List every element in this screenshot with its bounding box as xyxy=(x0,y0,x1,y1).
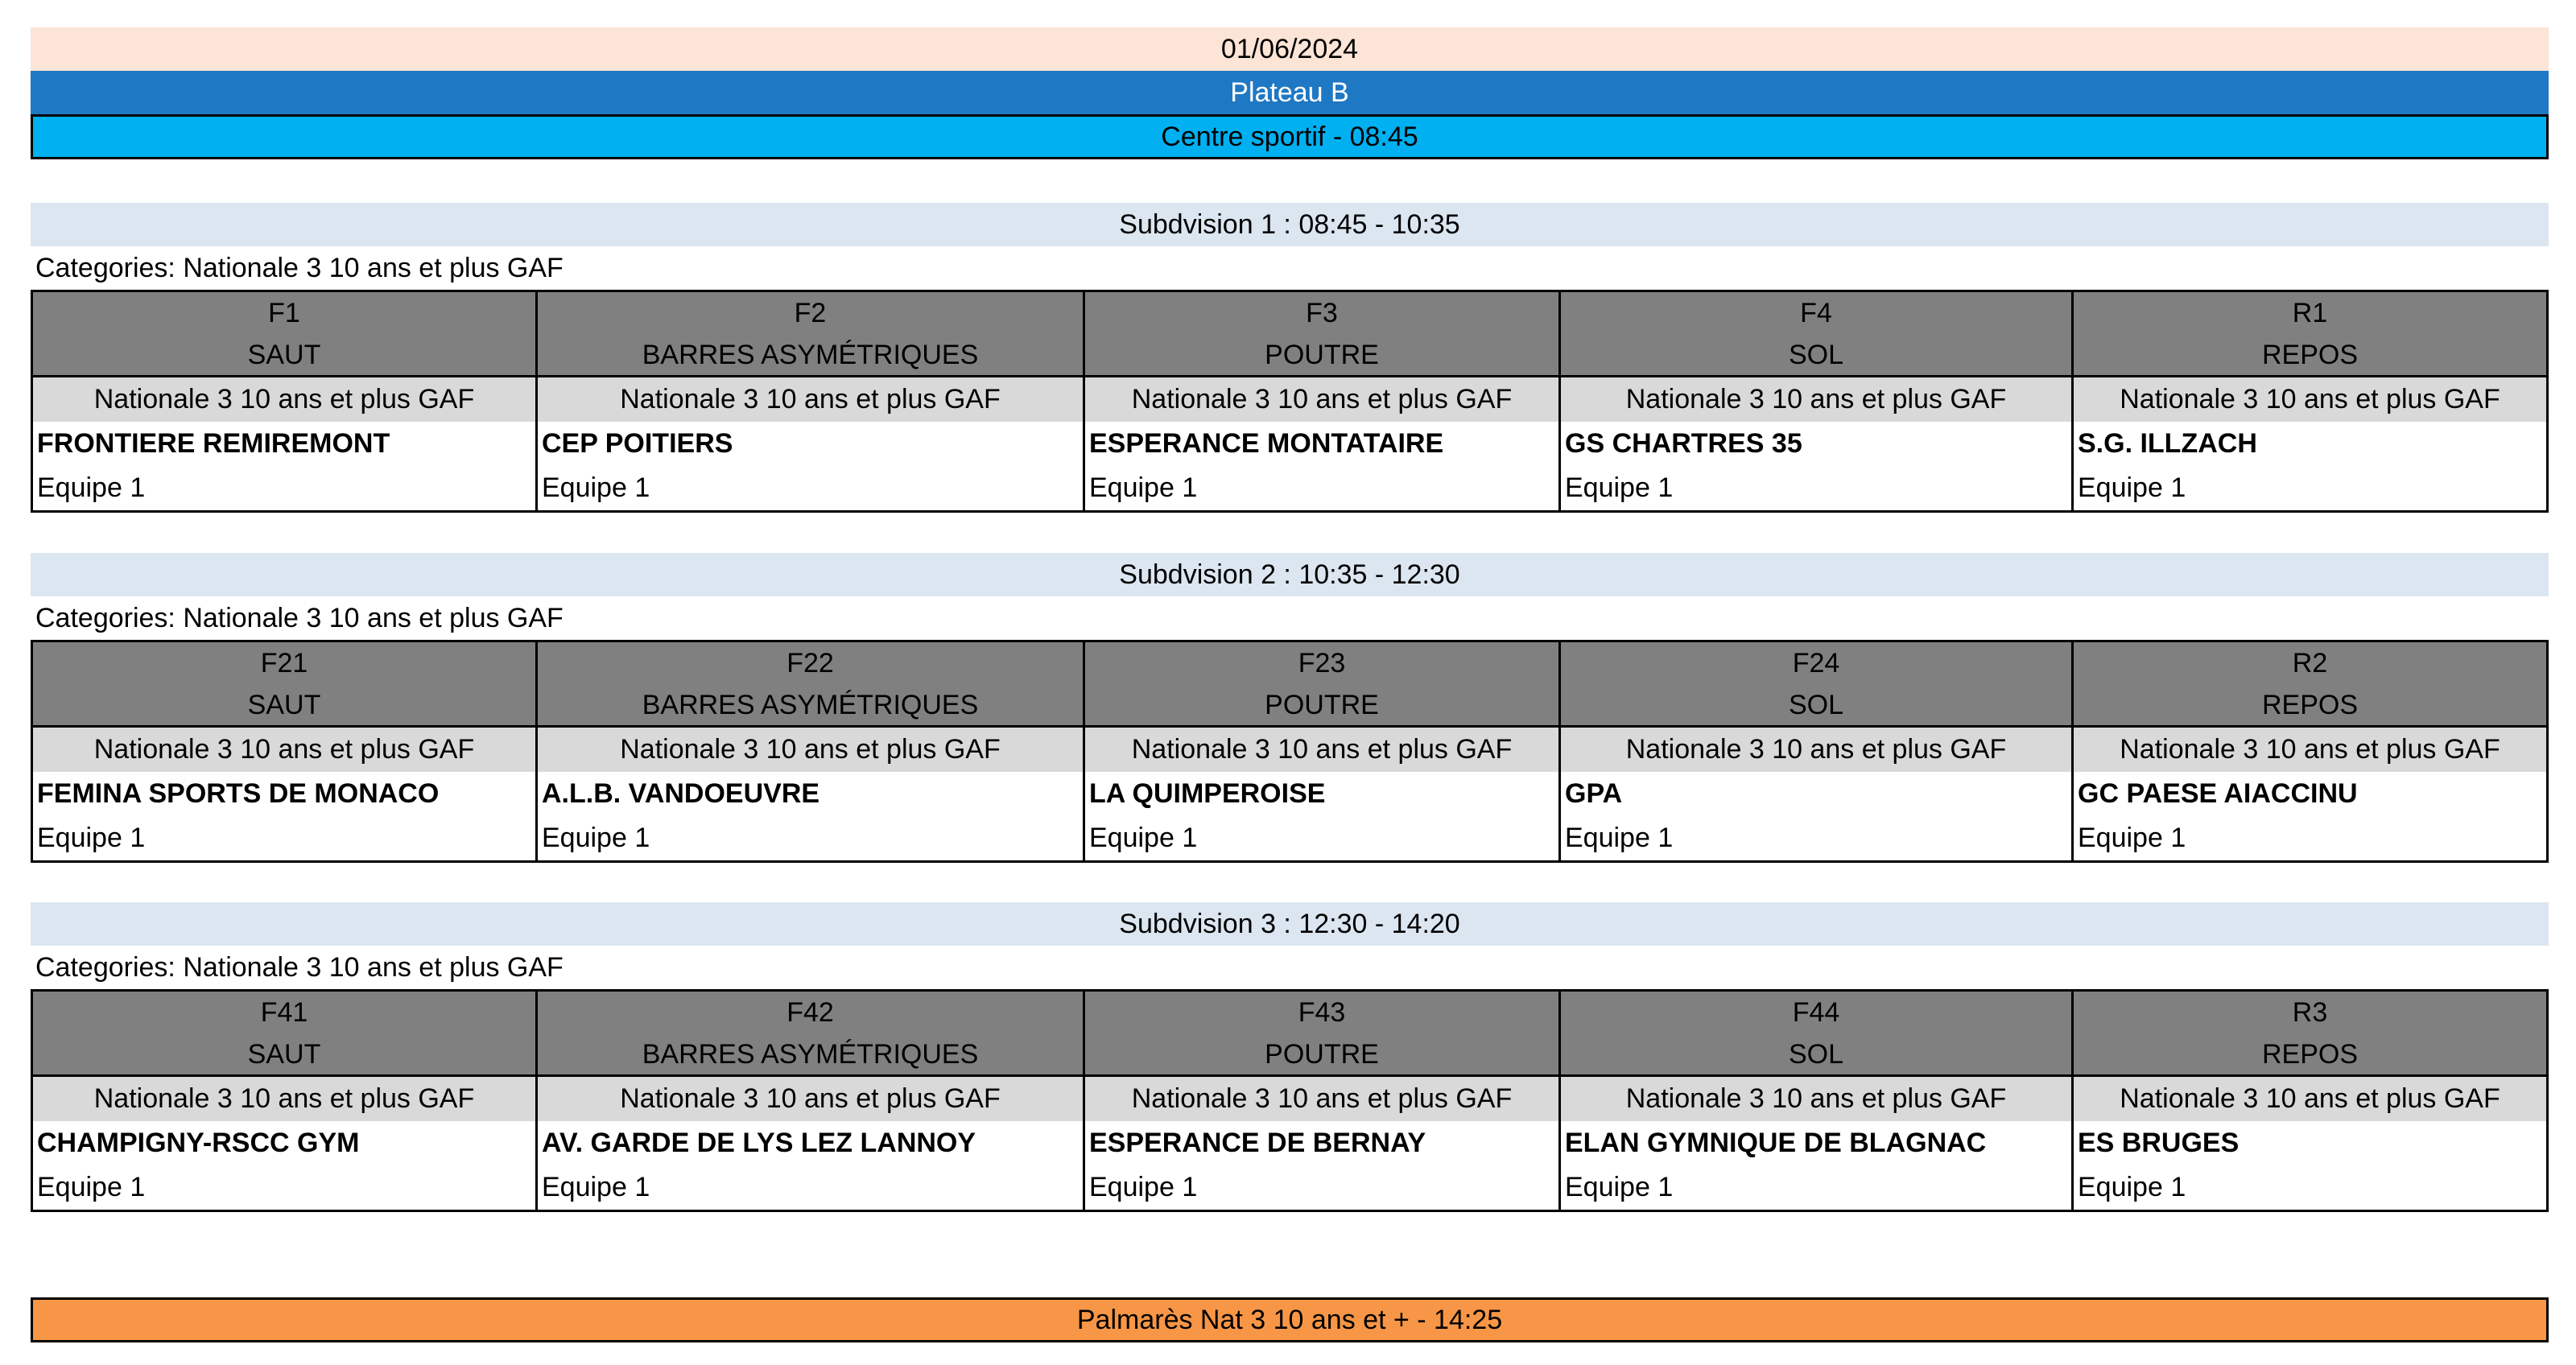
team-name: Equipe 1 xyxy=(1565,1172,1674,1202)
rotation-column xyxy=(538,642,1085,860)
category-cell: Nationale 3 10 ans et plus GAF xyxy=(33,728,535,772)
rotation-column xyxy=(1561,992,2074,1210)
rotation-table xyxy=(31,640,2549,863)
apparatus-name: SOL xyxy=(1788,339,1844,370)
club-name: S.G. ILLZACH xyxy=(2078,428,2257,459)
subdivision-title: Subdvision 3 : 12:30 - 14:20 xyxy=(31,902,2549,946)
apparatus-header xyxy=(33,992,535,1077)
category-cell: Nationale 3 10 ans et plus GAF xyxy=(2074,1077,2546,1121)
team-name: Equipe 1 xyxy=(542,823,650,853)
centre-band: Centre sportif - 08:45 xyxy=(31,114,2549,159)
apparatus-header xyxy=(33,292,535,377)
rotation-code: R2 xyxy=(2292,647,2328,678)
apparatus-name: BARRES ASYMÉTRIQUES xyxy=(642,339,979,370)
rotation-column xyxy=(1085,642,1561,860)
apparatus-name: POUTRE xyxy=(1265,689,1379,720)
category-cell: Nationale 3 10 ans et plus GAF xyxy=(33,377,535,422)
team-name: Equipe 1 xyxy=(37,472,146,503)
team-name: Equipe 1 xyxy=(2078,472,2186,503)
apparatus-name: REPOS xyxy=(2261,339,2359,370)
apparatus-header xyxy=(538,642,1083,728)
rotation-code: F41 xyxy=(260,996,308,1028)
apparatus-header xyxy=(1561,642,2071,728)
team-name: Equipe 1 xyxy=(1565,823,1674,853)
rotation-table xyxy=(31,989,2549,1212)
rotation-column xyxy=(2074,642,2546,860)
apparatus-header xyxy=(1561,292,2071,377)
rotation-code: R1 xyxy=(2292,297,2328,328)
club-name: ELAN GYMNIQUE DE BLAGNAC xyxy=(1565,1128,1987,1158)
apparatus-header xyxy=(2074,992,2546,1077)
club-name: LA QUIMPEROISE xyxy=(1089,778,1326,809)
apparatus-header xyxy=(538,992,1083,1077)
club-name: FRONTIERE REMIREMONT xyxy=(37,428,390,459)
team-name: Equipe 1 xyxy=(1089,1172,1198,1202)
team-name: Equipe 1 xyxy=(37,1172,146,1202)
subdivision-categories: Categories: Nationale 3 10 ans et plus GAF xyxy=(35,602,564,633)
apparatus-name: BARRES ASYMÉTRIQUES xyxy=(642,1038,979,1070)
category-cell: Nationale 3 10 ans et plus GAF xyxy=(1085,377,1558,422)
rotation-column xyxy=(1085,992,1561,1210)
apparatus-name: SAUT xyxy=(247,689,321,720)
rotation-code: F42 xyxy=(786,996,834,1028)
category-cell: Nationale 3 10 ans et plus GAF xyxy=(1561,377,2071,422)
team-name: Equipe 1 xyxy=(1089,472,1198,503)
apparatus-name: REPOS xyxy=(2261,1038,2359,1070)
apparatus-name: SAUT xyxy=(247,339,321,370)
club-name: GS CHARTRES 35 xyxy=(1565,428,1802,459)
club-name: AV. GARDE DE LYS LEZ LANNOY xyxy=(542,1128,976,1158)
rotation-table xyxy=(31,290,2549,513)
rotation-code: F3 xyxy=(1306,297,1338,328)
rotation-column xyxy=(538,992,1085,1210)
category-cell: Nationale 3 10 ans et plus GAF xyxy=(1085,1077,1558,1121)
rotation-column xyxy=(1561,292,2074,510)
club-name: ESPERANCE DE BERNAY xyxy=(1089,1128,1426,1158)
category-cell: Nationale 3 10 ans et plus GAF xyxy=(2074,377,2546,422)
category-cell: Nationale 3 10 ans et plus GAF xyxy=(538,728,1083,772)
club-name: A.L.B. VANDOEUVRE xyxy=(542,778,820,809)
club-name: GPA xyxy=(1565,778,1623,809)
category-cell: Nationale 3 10 ans et plus GAF xyxy=(33,1077,535,1121)
subdivision-categories: Categories: Nationale 3 10 ans et plus GAF xyxy=(35,252,564,283)
team-name: Equipe 1 xyxy=(542,472,650,503)
subdivision-title: Subdvision 2 : 10:35 - 12:30 xyxy=(31,553,2549,596)
category-cell: Nationale 3 10 ans et plus GAF xyxy=(2074,728,2546,772)
team-name: Equipe 1 xyxy=(542,1172,650,1202)
rotation-column xyxy=(2074,292,2546,510)
palmares-band: Palmarès Nat 3 10 ans et + - 14:25 xyxy=(31,1297,2549,1342)
rotation-code: F44 xyxy=(1792,996,1840,1028)
subdivision-title: Subdvision 1 : 08:45 - 10:35 xyxy=(31,203,2549,246)
rotation-code: F24 xyxy=(1792,647,1840,678)
team-name: Equipe 1 xyxy=(1089,823,1198,853)
club-name: ES BRUGES xyxy=(2078,1128,2240,1158)
rotation-column xyxy=(33,992,538,1210)
rotation-column xyxy=(33,642,538,860)
category-cell: Nationale 3 10 ans et plus GAF xyxy=(1085,728,1558,772)
rotation-code: F21 xyxy=(260,647,308,678)
rotation-column xyxy=(1085,292,1561,510)
apparatus-header xyxy=(2074,642,2546,728)
team-name: Equipe 1 xyxy=(1565,472,1674,503)
apparatus-header xyxy=(538,292,1083,377)
club-name: FEMINA SPORTS DE MONACO xyxy=(37,778,440,809)
club-name: CEP POITIERS xyxy=(542,428,733,459)
rotation-code: F2 xyxy=(794,297,827,328)
rotation-code: F23 xyxy=(1298,647,1346,678)
apparatus-header xyxy=(1085,992,1558,1077)
apparatus-header xyxy=(1085,292,1558,377)
team-name: Equipe 1 xyxy=(2078,823,2186,853)
category-cell: Nationale 3 10 ans et plus GAF xyxy=(538,1077,1083,1121)
team-name: Equipe 1 xyxy=(2078,1172,2186,1202)
apparatus-name: POUTRE xyxy=(1265,339,1379,370)
category-cell: Nationale 3 10 ans et plus GAF xyxy=(1561,1077,2071,1121)
rotation-code: R3 xyxy=(2292,996,2328,1028)
category-cell: Nationale 3 10 ans et plus GAF xyxy=(538,377,1083,422)
rotation-code: F43 xyxy=(1298,996,1346,1028)
club-name: GC PAESE AIACCINU xyxy=(2078,778,2358,809)
date-band: 01/06/2024 xyxy=(31,27,2549,71)
subdivision-categories: Categories: Nationale 3 10 ans et plus GAF xyxy=(35,951,564,983)
rotation-column xyxy=(1561,642,2074,860)
team-name: Equipe 1 xyxy=(37,823,146,853)
apparatus-name: REPOS xyxy=(2261,689,2359,720)
club-name: ESPERANCE MONTATAIRE xyxy=(1089,428,1444,459)
apparatus-header xyxy=(1561,992,2071,1077)
rotation-code: F4 xyxy=(1800,297,1832,328)
plateau-band: Plateau B xyxy=(31,71,2549,114)
rotation-code: F1 xyxy=(268,297,300,328)
apparatus-name: SOL xyxy=(1788,1038,1844,1070)
apparatus-name: BARRES ASYMÉTRIQUES xyxy=(642,689,979,720)
apparatus-name: SOL xyxy=(1788,689,1844,720)
category-cell: Nationale 3 10 ans et plus GAF xyxy=(1561,728,2071,772)
rotation-column xyxy=(33,292,538,510)
club-name: CHAMPIGNY-RSCC GYM xyxy=(37,1128,360,1158)
apparatus-name: POUTRE xyxy=(1265,1038,1379,1070)
rotation-code: F22 xyxy=(786,647,834,678)
apparatus-header xyxy=(1085,642,1558,728)
apparatus-header xyxy=(2074,292,2546,377)
rotation-column xyxy=(538,292,1085,510)
apparatus-name: SAUT xyxy=(247,1038,321,1070)
apparatus-header xyxy=(33,642,535,728)
rotation-column xyxy=(2074,992,2546,1210)
